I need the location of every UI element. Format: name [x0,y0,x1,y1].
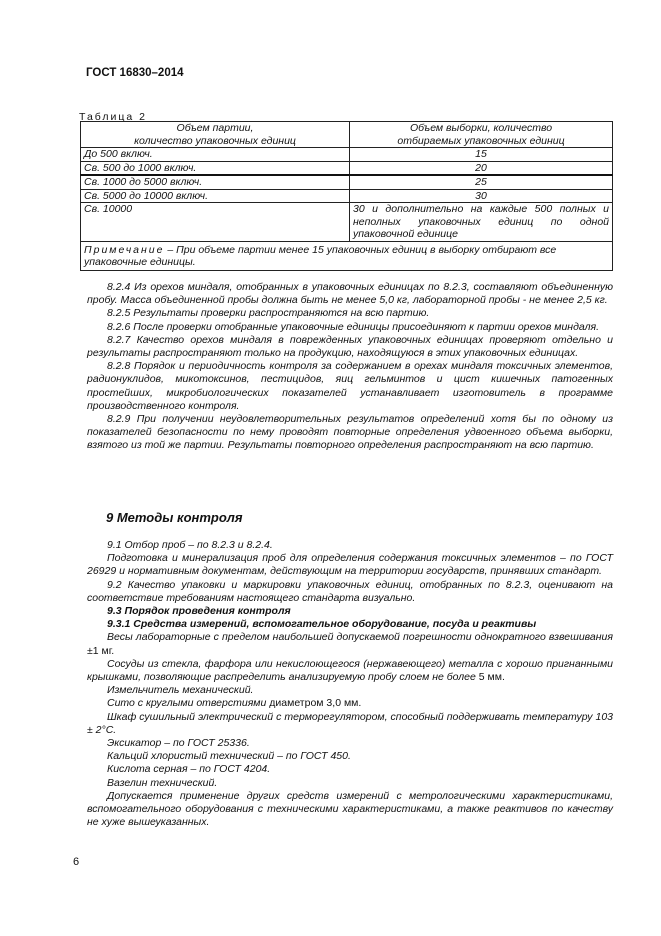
clause-8-2-8: 8.2.8 Порядок и периодичность контроля за содержанием в орехах миндаля токсичных элементов, радионуклидов, микотоксинов, пестицидов, яиц гельминтов и цист кишечных патогенных простейших, микробиологических показателей устанавливает изготовитель в программе производственного контроля. [87,360,613,412]
table-caption: Таблица 2 [79,111,147,123]
vessels-layer: 5 мм. [478,671,505,684]
table-note [81,241,613,270]
sieve-diameter: диаметром 3,0 мм. [269,697,362,710]
table-note-row [81,241,613,270]
col1-header [81,122,350,148]
alternatives-paragraph: Допускается применение других средств измерений с метрологическими характеристиками, вспомогательного оборудования с техническими характеристиками, а также реактивов по качеству не хуже вышеуказанных. [87,789,613,829]
scales-text: Весы лабораторные с пределом наибольшей допускаемой погрешности однократного взвешивания [107,631,613,644]
lot-cell: Св. 10000 [81,203,350,242]
col1-header-line2: количество упаковочных единиц [134,134,296,147]
table-header-row [81,122,613,148]
note-text: – При объеме партии менее 15 упаковочных единиц в выборку отбирают все упаковочные единицы. [84,243,557,268]
table-row [81,161,613,175]
sample-cell: 15 [350,148,613,162]
table-row [81,189,613,203]
lot-cell: До 500 включ. [81,148,350,162]
sample-cell: 20 [350,161,613,175]
sample-cell: 25 [350,175,613,189]
table-row [81,175,613,189]
document-header: ГОСТ 16830–2014 [86,67,184,79]
reagent-calcium-chloride: Кальций хлористый технический – по ГОСТ 450. [107,750,351,763]
clause-9-2: 9.2 Качество упаковки и маркировки упаковочных единиц, отобранных по 8.2.3, оценивают на соответствие требованиям настоящего стандарта визуально. [87,578,613,604]
note-label: Примечание [84,243,165,256]
sample-cell: 30 [350,189,613,203]
col2-header-line1: Объем выборки, количество [409,122,553,134]
sample-size-table [80,121,613,271]
equipment-vessels [87,658,613,684]
clause-8-2-6: 8.2.6 После проверки отобранные упаковочные единицы присоединяют к партии орехов миндаля. [107,320,600,333]
clause-9-3-1-heading: 9.3.1 Средства измерений, вспомогательное оборудование, посуда и реактивы [107,618,537,631]
clause-8-2-9: 8.2.9 При получении неудовлетворительных результатов определений хотя бы по одному из показателей безопасности по нему проводят повторные определения удвоенного объема выборки, взятого из той же партии. Результаты повторного определения распространяют на всю партию. [87,413,613,452]
equipment-grinder: Измельчитель механический. [107,684,254,697]
clause-8-2-5: 8.2.5 Результаты проверки распространяются на всю партию. [107,307,430,320]
scales-tolerance: ±1 мг. [87,644,115,657]
reagent-vaseline: Вазелин технический. [107,776,218,789]
section-9-text [87,539,613,829]
page-number: 6 [73,856,80,868]
equipment-drying-oven: Шкаф сушильный электрический с терморегулятором, способный поддерживать температуру 103 ± 2°С. [87,710,613,736]
table-row [81,203,613,242]
sieve-text: Сито с круглыми отверстиями [107,697,270,710]
col2-header-line2: отбираемых упаковочных единиц [397,134,565,147]
vessels-text: Сосуды из стекла, фарфора или некислоющегося (нержавеющего) металла с хорошо пригнанными крышками, позволяющие распределить анализируемую пробу слоем не более [87,657,613,684]
reagent-sulfuric-acid: Кислота серная – по ГОСТ 4204. [107,763,271,776]
lot-cell: Св. 5000 до 10000 включ. [81,189,350,203]
col2-header [350,122,613,148]
sample-cell: 30 и дополнительно на каждые 500 полных и неполных упаковочных единиц по одной упаковочной единице [350,203,613,242]
col1-header-line1: Объем партии, [176,122,254,134]
clause-9-1: 9.1 Отбор проб – по 8.2.3 и 8.2.4. [107,539,273,551]
clause-9-3-heading: 9.3 Порядок проведения контроля [107,605,291,618]
section-8-text [87,281,613,453]
clause-8-2-7: 8.2.7 Качество орехов миндаля в поврежденных упаковочных единицах проверяют отдельно и результаты распространяют только на продукцию, находящуюся в этих упаковочных единицах. [87,333,613,360]
clause-8-2-4: 8.2.4 Из орехов миндаля, отобранных в упаковочных единицах по 8.2.3, составляют объединенную пробу. Масса объединенной пробы должна быть не менее 5,0 кг, лабораторной пробы - не менее 2,5 кг. [87,281,613,307]
sample-preparation-paragraph: Подготовка и минерализация проб для определения содержания токсичных элементов – по ГОСТ 26929 и нормативным документам, действующим на территории государств, принявших стандарт. [87,552,613,578]
lot-cell: Св. 1000 до 5000 включ. [81,175,350,189]
section-9-heading: 9 Методы контроля [106,510,243,525]
table-row [81,148,613,162]
equipment-desiccator: Эксикатор – по ГОСТ 25336. [107,737,250,750]
lot-cell: Св. 500 до 1000 включ. [81,161,350,175]
equipment-sieve [87,697,613,710]
equipment-scales [87,631,613,657]
